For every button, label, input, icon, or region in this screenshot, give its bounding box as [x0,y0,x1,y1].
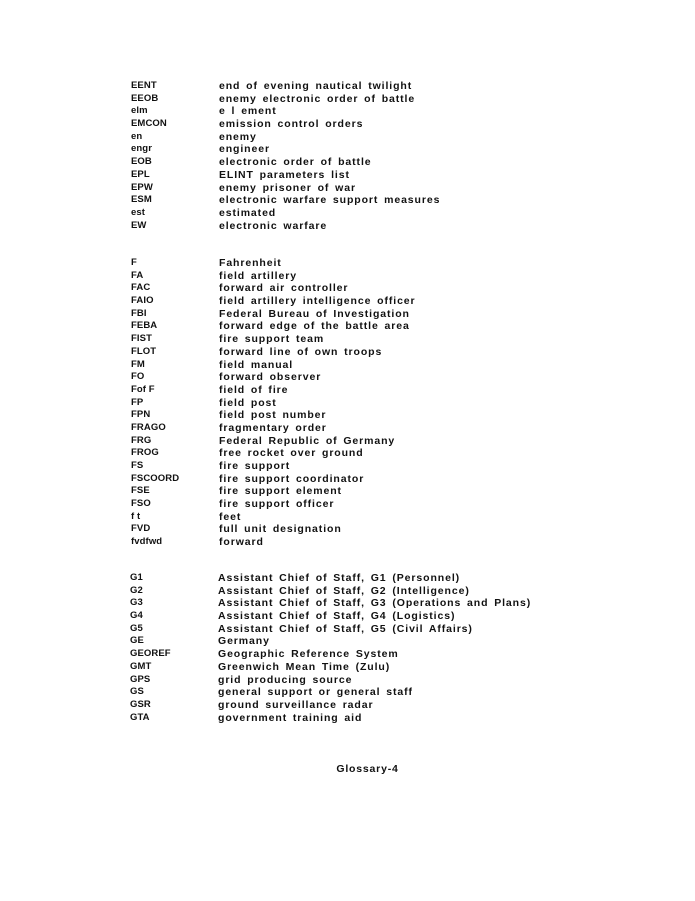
glossary-entry [0,712,695,725]
definition: Fahrenheit [219,257,282,269]
definition: grid producing source [218,673,353,686]
abbreviation: G3 [130,597,143,609]
glossary-entry [0,346,695,359]
definition: Assistant Chief of Staff, G4 (Logistics) [218,610,456,623]
definition: free rocket over ground [219,447,364,460]
abbreviation: GS [130,686,144,698]
definition: fire support element [219,485,342,498]
definition: ground surveillance radar [218,698,374,711]
definition: enemy electronic order of battle [219,92,416,105]
glossary-entry [0,498,695,511]
glossary-entry [0,597,695,610]
glossary-entry [0,610,695,623]
abbreviation: FVD [131,523,151,535]
definition: Assistant Chief of Staff, G2 (Intelligence) [218,584,470,597]
glossary-entry [0,270,695,283]
abbreviation: GE [130,635,144,647]
glossary-entry [0,333,695,346]
glossary-entry [0,143,695,156]
definition: enemy [219,130,257,143]
definition: government training aid [218,711,363,724]
abbreviation: EPL [131,168,150,180]
glossary-group-f [0,257,695,549]
glossary-entry [0,194,695,207]
abbreviation: GPS [130,673,151,685]
definition: emission control orders [219,118,364,131]
abbreviation: FA [131,269,144,281]
definition: Federal Bureau of Investigation [219,307,410,320]
glossary-entry [0,699,695,712]
abbreviation: GEOREF [130,648,171,660]
definition: electronic order of battle [219,156,372,169]
glossary-entry [0,182,695,195]
definition: Assistant Chief of Staff, G3 (Operations and Plans) [218,597,532,610]
abbreviation: GSR [130,698,151,710]
definition: field artillery [219,269,297,282]
abbreviation: FM [131,358,145,370]
glossary-entry [0,674,695,687]
definition: Federal Republic of Germany [219,434,396,447]
abbreviation: EMCON [131,118,167,130]
abbreviation: est [131,206,146,218]
definition: feet [219,510,242,523]
abbreviation: F [131,257,137,268]
abbreviation: FRAGO [131,421,166,433]
definition: electronic warfare [219,219,328,232]
abbreviation: FROG [131,447,159,459]
definition: forward edge of the battle area [219,320,410,333]
abbreviation: ESM [131,194,152,206]
glossary-entry [0,308,695,321]
definition: field post number [219,409,327,422]
glossary-entry [0,257,695,270]
definition: Assistant Chief of Staff, G1 (Personnel) [218,572,461,584]
glossary-entry [0,320,695,333]
glossary-entry [0,523,695,536]
abbreviation: FO [131,371,145,383]
definition: fire support officer [219,498,335,511]
abbreviation: engr [131,143,152,155]
definition: forward [219,536,264,549]
abbreviation: GTA [130,711,150,723]
abbreviation: elm [131,105,148,117]
glossary-group-e [0,80,695,232]
glossary-entry [0,220,695,233]
glossary-entry [0,295,695,308]
glossary-entry [0,661,695,674]
abbreviation: f t [131,510,141,522]
abbreviation: FRG [131,434,152,446]
glossary-entry [0,648,695,661]
page-footer: Glossary-4 [336,763,399,775]
glossary-entry [0,131,695,144]
abbreviation: EEOB [131,92,159,104]
abbreviation: FSO [131,498,151,510]
abbreviation: FIST [131,333,152,345]
abbreviation: G2 [130,584,143,596]
glossary-entry [0,359,695,372]
definition: Greenwich Mean Time (Zulu) [218,660,391,673]
glossary-entry [0,371,695,384]
abbreviation: FSE [131,485,150,497]
definition: e l ement [219,105,277,118]
abbreviation: EPW [131,181,153,193]
definition: field of fire [219,383,289,396]
abbreviation: en [131,130,143,142]
glossary-entry [0,422,695,435]
glossary-entry [0,447,695,460]
abbreviation: FSCOORD [131,472,180,484]
abbreviation: EENT [131,80,157,91]
definition: forward observer [219,371,322,384]
abbreviation: fvdfwd [131,536,163,548]
glossary-entry [0,169,695,182]
abbreviation: FAIO [131,295,154,307]
glossary-entry [0,435,695,448]
glossary-entry [0,686,695,699]
glossary-entry [0,635,695,648]
abbreviation: FS [131,460,144,471]
definition: engineer [219,143,270,156]
definition: fire support [219,460,291,472]
glossary-entry [0,585,695,598]
definition: field manual [219,358,294,371]
definition: forward line of own troops [219,345,383,358]
glossary-entry [0,282,695,295]
abbreviation: EW [131,219,147,231]
glossary-entry [0,473,695,486]
glossary-entry [0,156,695,169]
glossary-entry [0,485,695,498]
abbreviation: FAC [131,282,151,294]
definition: electronic warfare support measures [219,194,441,207]
definition: end of evening nautical twilight [219,80,413,92]
abbreviation: Fof F [131,383,155,395]
glossary-entry [0,93,695,106]
abbreviation: G5 [130,622,143,634]
definition: full unit designation [219,523,342,536]
definition: ELINT parameters list [219,168,350,181]
definition: Germany [218,635,270,648]
definition: general support or general staff [218,686,413,699]
definition: fire support team [219,333,325,346]
glossary-entry [0,623,695,636]
glossary-entry [0,409,695,422]
definition: Geographic Reference System [218,648,399,661]
definition: field artillery intelligence officer [219,295,416,308]
glossary-entry [0,207,695,220]
abbreviation: GMT [130,660,152,672]
glossary-entry [0,536,695,549]
glossary-entry [0,384,695,397]
glossary-entry [0,80,695,93]
definition: Assistant Chief of Staff, G5 (Civil Affairs) [218,622,473,635]
abbreviation: FLOT [131,345,157,357]
definition: forward air controller [219,282,349,295]
abbreviation: FEBA [131,320,158,332]
abbreviation: FP [131,396,144,408]
glossary-entry [0,397,695,410]
glossary-entry [0,118,695,131]
definition: fragmentary order [219,421,327,434]
glossary-entry [0,460,695,473]
glossary-group-g [0,572,695,724]
abbreviation: G4 [130,610,143,622]
definition: fire support coordinator [219,472,365,485]
definition: field post [219,396,277,409]
abbreviation: EOB [131,156,152,168]
abbreviation: G1 [130,572,143,583]
definition: estimated [219,206,277,219]
glossary-entry [0,105,695,118]
abbreviation: FPN [131,409,151,421]
definition: enemy prisoner of war [219,181,356,194]
glossary-entry [0,511,695,524]
glossary-entry [0,572,695,585]
abbreviation: FBI [131,307,147,319]
